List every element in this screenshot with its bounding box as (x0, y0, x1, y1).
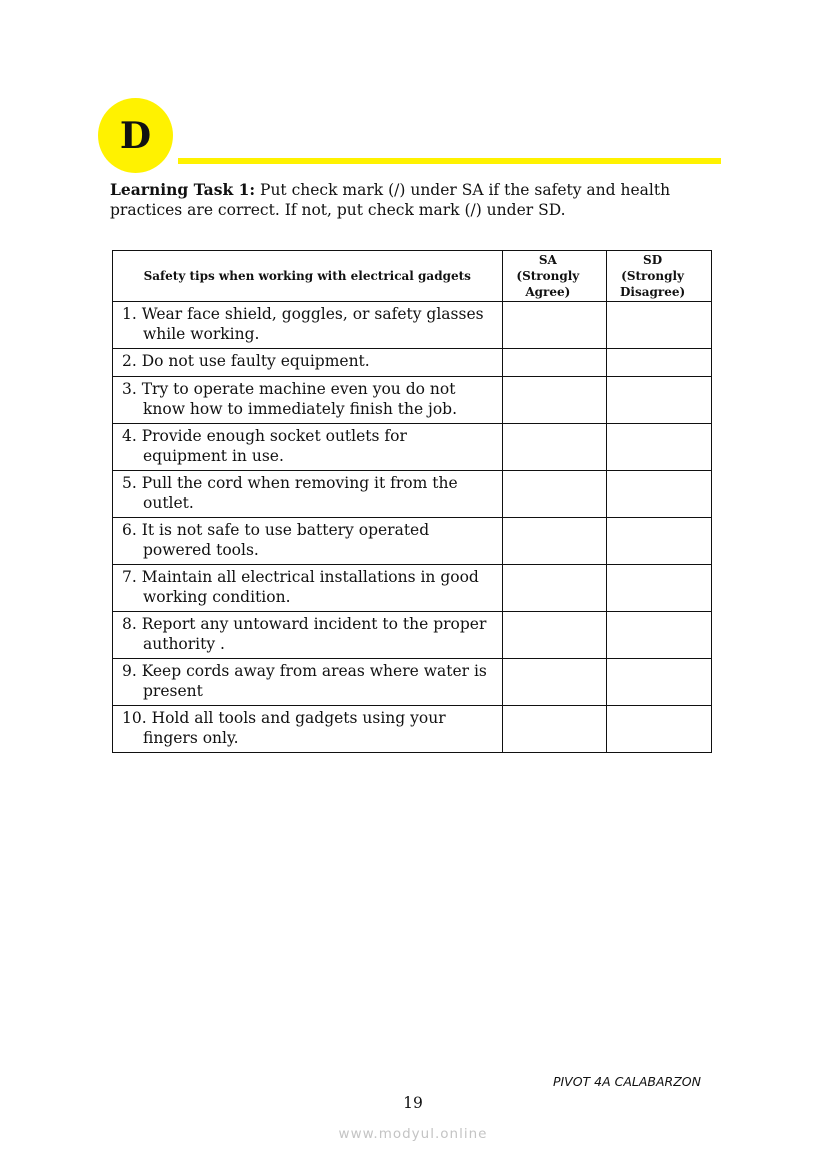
task-text: Put check mark (/) under SA if the safety and health practices are correct. If not, put check mark (/) under SD. (110, 181, 671, 219)
tip-cell: 1. Wear face shield, goggles, or safety glasses while working. (113, 302, 503, 349)
header-sd-line: SD (643, 253, 663, 267)
section-letter: D (119, 114, 152, 157)
sd-check-cell[interactable] (607, 659, 712, 706)
header-sd-line: (Strongly (621, 269, 685, 283)
section-badge (98, 98, 173, 173)
table-row (113, 424, 712, 471)
header-sd-line: Disagree) (620, 285, 686, 299)
header-sa-line: SA (538, 253, 557, 267)
sa-check-cell[interactable] (502, 659, 607, 706)
sd-check-cell[interactable] (607, 471, 712, 518)
sa-check-cell[interactable] (502, 706, 607, 753)
header-sa-line: Agree) (525, 285, 571, 299)
sa-check-cell[interactable] (502, 518, 607, 565)
header-sa-line: (Strongly (516, 269, 580, 283)
sa-check-cell[interactable] (502, 349, 607, 377)
table-row (113, 612, 712, 659)
section-divider-line (178, 158, 721, 164)
sd-check-cell[interactable] (607, 612, 712, 659)
sa-check-cell[interactable] (502, 377, 607, 424)
table-row (113, 302, 712, 349)
task-title: Learning Task 1: (110, 180, 256, 199)
sd-check-cell[interactable] (607, 565, 712, 612)
tip-cell: 6. It is not safe to use battery operated powered tools. (113, 518, 503, 565)
sd-check-cell[interactable] (607, 302, 712, 349)
page-number: 19 (403, 1094, 423, 1112)
tip-cell: 3. Try to operate machine even you do not know how to immediately finish the job. (113, 377, 503, 424)
watermark: www.modyul.online (338, 1126, 488, 1142)
tip-cell: 8. Report any untoward incident to the proper authority . (113, 612, 503, 659)
table-row (113, 471, 712, 518)
sd-check-cell[interactable] (607, 518, 712, 565)
sd-check-cell[interactable] (607, 424, 712, 471)
tip-cell: 5. Pull the cord when removing it from the outlet. (113, 471, 503, 518)
header-strongly-agree (502, 251, 607, 302)
footer-tag: PIVOT 4A CALABARZON (552, 1074, 701, 1089)
header-safety-tips: Safety tips when working with electrical gadgets (113, 251, 503, 302)
table-row (113, 659, 712, 706)
table-row (113, 518, 712, 565)
sa-check-cell[interactable] (502, 424, 607, 471)
safety-tips-table (112, 250, 712, 753)
sa-check-cell[interactable] (502, 565, 607, 612)
sa-check-cell[interactable] (502, 612, 607, 659)
sd-check-cell[interactable] (607, 706, 712, 753)
sd-check-cell[interactable] (607, 349, 712, 377)
table-row (113, 565, 712, 612)
task-instructions (110, 180, 710, 220)
table-row (113, 349, 712, 377)
table-row (113, 706, 712, 753)
tip-cell: 7. Maintain all electrical installations in good working condition. (113, 565, 503, 612)
sa-check-cell[interactable] (502, 471, 607, 518)
header-strongly-disagree (607, 251, 712, 302)
tip-cell: 9. Keep cords away from areas where water is present (113, 659, 503, 706)
sa-check-cell[interactable] (502, 302, 607, 349)
table-row (113, 377, 712, 424)
table-header-row (113, 251, 712, 302)
tip-cell: 10. Hold all tools and gadgets using your fingers only. (113, 706, 503, 753)
tip-cell: 4. Provide enough socket outlets for equipment in use. (113, 424, 503, 471)
sd-check-cell[interactable] (607, 377, 712, 424)
tip-cell: 2. Do not use faulty equipment. (113, 349, 503, 377)
